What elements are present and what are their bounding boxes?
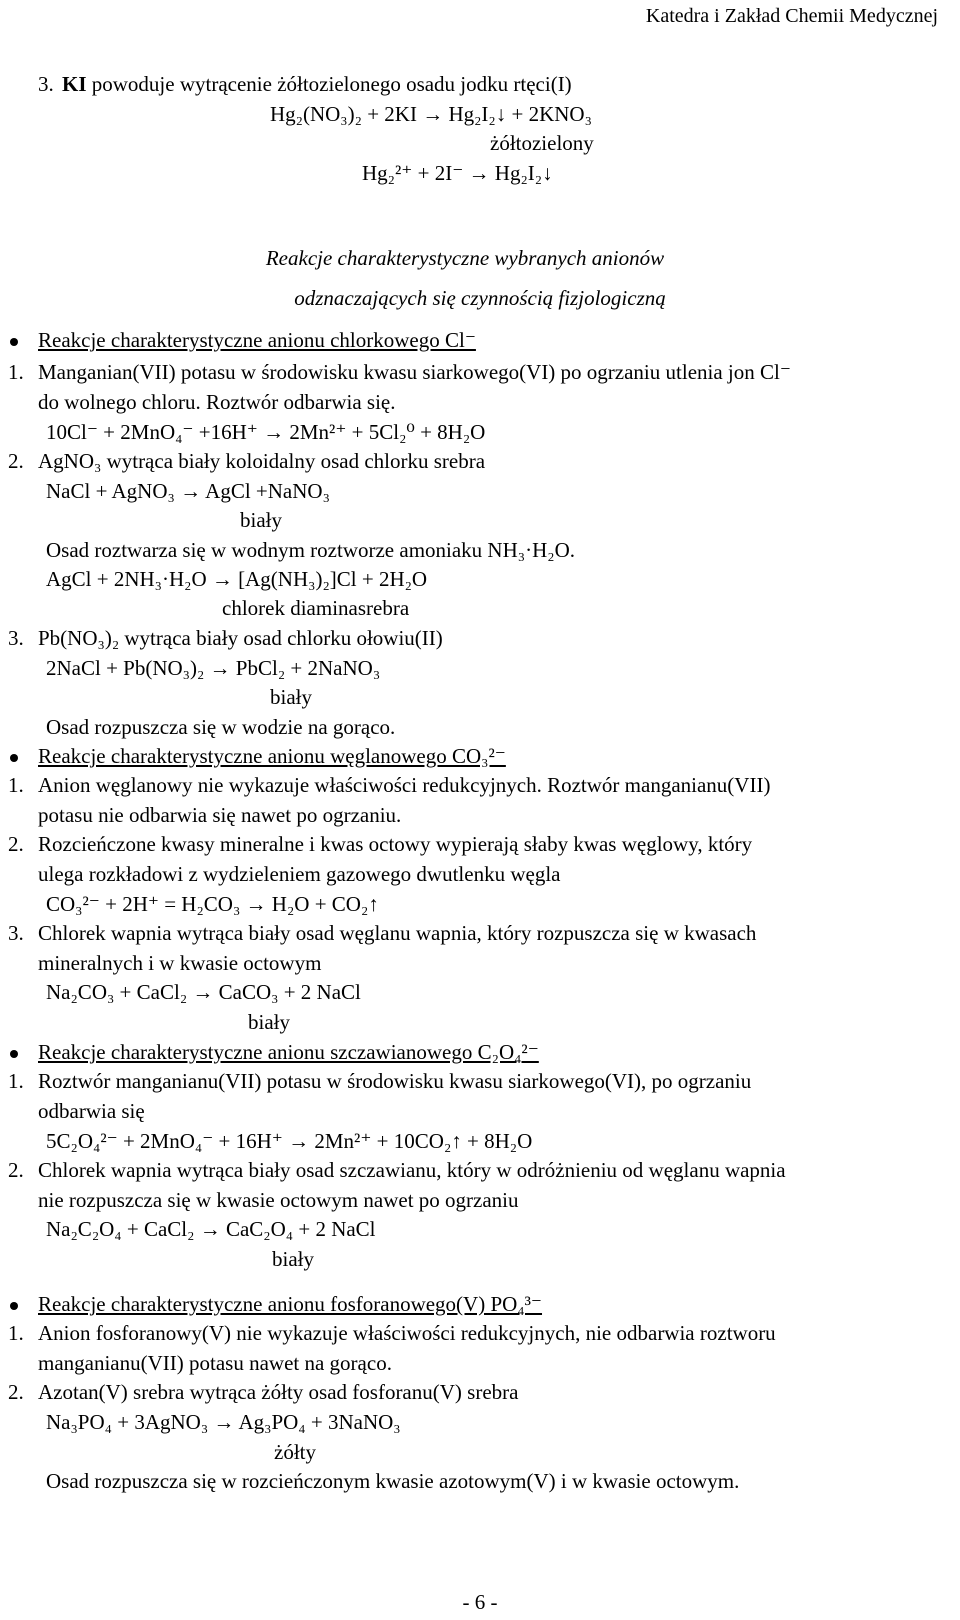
item-text: Pb(NO₃)₂ wytrąca biały osad chlorku ołowiu(II) xyxy=(38,626,443,650)
bullet-icon xyxy=(10,754,18,762)
precipitate-color-note: biały xyxy=(270,685,312,709)
item-text: Chlorek wapnia wytrąca biały osad węglanu wapnia, który rozpuszcza się w kwasach xyxy=(38,921,757,945)
carbonate-heading: Reakcje charakterystyczne anionu węglanowego CO₃²⁻ xyxy=(38,744,506,768)
equation: 2NaCl + Pb(NO₃)₂ → PbCl₂ + 2NaNO₃ xyxy=(46,656,381,680)
item-number: 2. xyxy=(8,832,24,856)
precipitate-color-note: żółtozielony xyxy=(490,131,594,155)
bullet-icon xyxy=(10,1050,18,1058)
equation: 10Cl⁻ + 2MnO₄⁻ +16H⁺ → 2Mn²⁺ + 5Cl₂⁰ + 8H₂O xyxy=(46,420,486,444)
item-number: 1. xyxy=(8,1069,24,1093)
precipitate-color-note: żółty xyxy=(274,1440,316,1464)
item-number: 2. xyxy=(8,449,24,473)
item-text: ulega rozkładowi z wydzieleniem gazowego dwutlenku węgla xyxy=(38,862,561,886)
item-number: 2. xyxy=(8,1158,24,1182)
item-text: mineralnych i w kwasie octowym xyxy=(38,951,322,975)
equation: Na₂CO₃ + CaCl₂ → CaCO₃ + 2 NaCl xyxy=(46,980,361,1004)
phosphate-heading: Reakcje charakterystyczne anionu fosforanowego(V) PO₄³⁻ xyxy=(38,1292,543,1316)
bullet-icon xyxy=(10,338,18,346)
equation: 5C₂O₄²⁻ + 2MnO₄⁻ + 16H⁺ → 2Mn²⁺ + 10CO₂↑ + 8H₂O xyxy=(46,1129,533,1153)
chloride-heading: Reakcje charakterystyczne anionu chlorkowego Cl⁻ xyxy=(38,328,476,352)
precipitate-color-note: biały xyxy=(248,1010,290,1034)
equation: Hg₂(NO₃)₂ + 2KI → Hg₂I₂↓ + 2KNO₃ xyxy=(270,102,592,126)
item-text: Anion węglanowy nie wykazuje właściwości redukcyjnych. Roztwór manganianu(VII) xyxy=(38,773,771,797)
equation: Hg₂²⁺ + 2I⁻ → Hg₂I₂↓ xyxy=(362,161,553,185)
item-text: odbarwia się xyxy=(38,1099,145,1123)
item-number: 2. xyxy=(8,1380,24,1404)
item-text: Anion fosforanowy(V) nie wykazuje właściwości redukcyjnych, nie odbarwia roztworu xyxy=(38,1321,776,1345)
item-text: Manganian(VII) potasu w środowisku kwasu siarkowego(VI) po ogrzaniu utlenia jon Cl⁻ xyxy=(38,360,791,384)
item-text: Osad rozpuszcza się w wodzie na gorąco. xyxy=(46,715,396,739)
section-subtitle: odznaczających się czynnością fizjologiczną xyxy=(294,286,666,310)
section-subtitle: Reakcje charakterystyczne wybranych anionów xyxy=(265,246,665,270)
equation: AgCl + 2NH₃·H₂O → [Ag(NH₃)₂]Cl + 2H₂O xyxy=(46,567,428,591)
item-number: 3. xyxy=(8,921,24,945)
equation: CO₃²⁻ + 2H⁺ = H₂CO₃ → H₂O + CO₂↑ xyxy=(46,892,379,916)
item-number: 1. xyxy=(8,1321,24,1345)
equation: Na₃PO₄ + 3AgNO₃ → Ag₃PO₄ + 3NaNO₃ xyxy=(46,1410,401,1434)
item-text: Osad roztwarza się w wodnym roztworze amoniaku NH₃·H₂O. xyxy=(46,538,575,562)
item-text: Rozcieńczone kwasy mineralne i kwas octowy wypierają słaby kwas węglowy, który xyxy=(38,832,753,856)
institution-header: Katedra i Zakład Chemii Medycznej xyxy=(645,5,938,27)
bullet-icon xyxy=(10,1302,18,1310)
equation: NaCl + AgNO₃ → AgCl +NaNO₃ xyxy=(46,479,330,503)
item-number: 1. xyxy=(8,360,24,384)
hg-item-text xyxy=(62,72,572,97)
reagent-ki: KI xyxy=(62,72,87,96)
item-text: AgNO₃ wytrąca biały koloidalny osad chlorku srebra xyxy=(38,449,486,473)
oxalate-heading: Reakcje charakterystyczne anionu szczawianowego C₂O₄²⁻ xyxy=(38,1040,539,1064)
precipitate-color-note: biały xyxy=(240,508,282,532)
item-number: 1. xyxy=(8,773,24,797)
item-text: potasu nie odbarwia się nawet po ogrzaniu. xyxy=(38,803,402,827)
complex-name-note: chlorek diaminasrebra xyxy=(222,596,410,620)
item-text: nie rozpuszcza się w kwasie octowym nawet po ogrzaniu xyxy=(38,1188,519,1212)
hg-item-rest: powoduje wytrącenie żółtozielonego osadu jodku rtęci(I) xyxy=(86,72,572,96)
item-text: manganianu(VII) potasu nawet na gorąco. xyxy=(38,1351,392,1375)
item-text: Roztwór manganianu(VII) potasu w środowisku kwasu siarkowego(VI), po ogrzaniu xyxy=(38,1069,752,1093)
item-number: 3. xyxy=(8,626,24,650)
item-text: Osad rozpuszcza się w rozcieńczonym kwasie azotowym(V) i w kwasie octowym. xyxy=(46,1469,740,1493)
precipitate-color-note: biały xyxy=(272,1247,314,1271)
page-number: - 6 - xyxy=(462,1590,498,1614)
item-text: Chlorek wapnia wytrąca biały osad szczawianu, który w odróżnieniu od węglanu wapnia xyxy=(38,1158,786,1182)
item-text: Azotan(V) srebra wytrąca żółty osad fosforanu(V) srebra xyxy=(38,1380,519,1404)
item-text: do wolnego chloru. Roztwór odbarwia się. xyxy=(38,390,396,414)
equation: Na₂C₂O₄ + CaCl₂ → CaC₂O₄ + 2 NaCl xyxy=(46,1217,376,1241)
item-number: 3. xyxy=(38,72,54,96)
